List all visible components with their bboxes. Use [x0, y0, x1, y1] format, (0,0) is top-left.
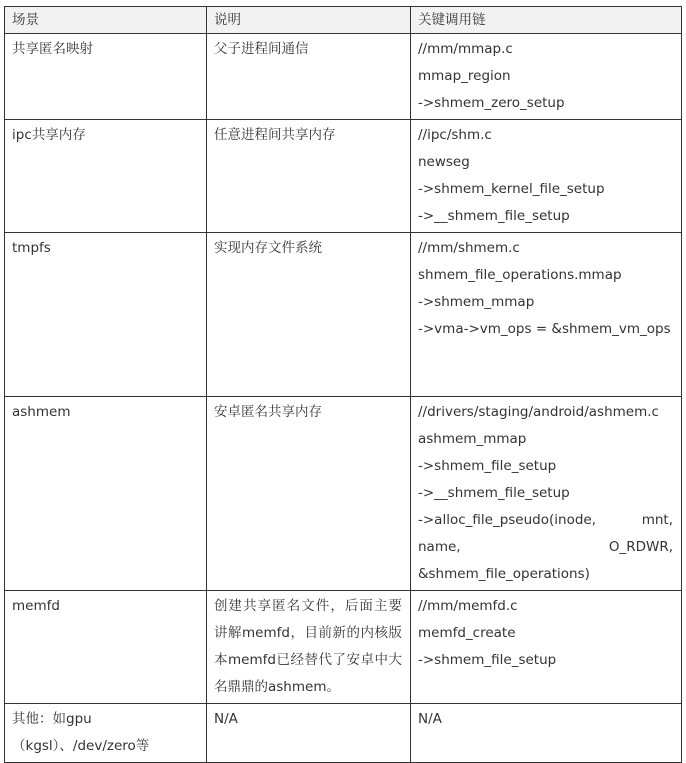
call-chain-line: ashmem_mmap	[418, 431, 527, 447]
table-row	[5, 591, 682, 704]
table-row	[5, 704, 682, 763]
header-scene: 场景	[5, 7, 207, 34]
call-chain-line: //ipc/shm.c	[418, 127, 492, 143]
call-chain-line: //mm/memfd.c	[418, 598, 518, 614]
header-call-chain: 关键调用链	[411, 7, 682, 34]
cell-call-chain	[411, 704, 682, 763]
call-chain-line: ->vma->vm_ops = &shmem_vm_ops	[418, 321, 671, 337]
call-chain-line: ->shmem_mmap	[418, 294, 535, 310]
call-chain-line: ->shmem_kernel_file_setup	[418, 181, 605, 197]
call-chain-line: //drivers/staging/android/ashmem.c	[418, 404, 659, 420]
table-header-row	[5, 7, 682, 34]
cell-scene: 共享匿名映射	[5, 34, 207, 120]
call-chain-line: mmap_region	[418, 68, 511, 84]
call-chain-line: ->alloc_file_pseudo(inode, mnt, name, O_RDWR, &shmem_file_operations)	[418, 512, 678, 582]
table-row	[5, 233, 682, 397]
call-chain-line: //mm/mmap.c	[418, 41, 513, 57]
cell-description: 任意进程间共享内存	[207, 120, 411, 233]
cell-scene: tmpfs	[5, 233, 207, 397]
cell-call-chain	[411, 591, 682, 704]
cell-call-chain	[411, 120, 682, 233]
cell-scene: ipc共享内存	[5, 120, 207, 233]
call-chain-line: //mm/shmem.c	[418, 240, 520, 256]
cell-description: 实现内存文件系统	[207, 233, 411, 397]
cell-call-chain	[411, 233, 682, 397]
call-chain-line: ->__shmem_file_setup	[418, 485, 570, 501]
cell-description: 安卓匿名共享内存	[207, 397, 411, 591]
call-chain-table	[4, 6, 682, 763]
cell-scene: ashmem	[5, 397, 207, 591]
call-chain-line: memfd_create	[418, 625, 516, 641]
cell-call-chain	[411, 397, 682, 591]
call-chain-line: ->shmem_file_setup	[418, 458, 557, 474]
cell-description: 父子进程间通信	[207, 34, 411, 120]
call-chain-line: ->shmem_file_setup	[418, 652, 557, 668]
cell-description: 创建共享匿名文件，后面主要讲解memfd，目前新的内核版本memfd已经替代了安卓中大名鼎鼎的ashmem。	[207, 591, 411, 704]
table-row	[5, 397, 682, 591]
call-chain-line: shmem_file_operations.mmap	[418, 267, 622, 283]
cell-call-chain	[411, 34, 682, 120]
call-chain-line: ->__shmem_file_setup	[418, 208, 570, 224]
table-row	[5, 120, 682, 233]
call-chain-line: ->shmem_zero_setup	[418, 95, 565, 111]
call-chain-line: N/A	[418, 711, 442, 727]
header-description: 说明	[207, 7, 411, 34]
call-chain-line: newseg	[418, 154, 470, 170]
cell-description: N/A	[207, 704, 411, 763]
cell-scene: 其他：如gpu（kgsl）、/dev/zero等	[5, 704, 207, 763]
cell-scene: memfd	[5, 591, 207, 704]
table-row	[5, 34, 682, 120]
